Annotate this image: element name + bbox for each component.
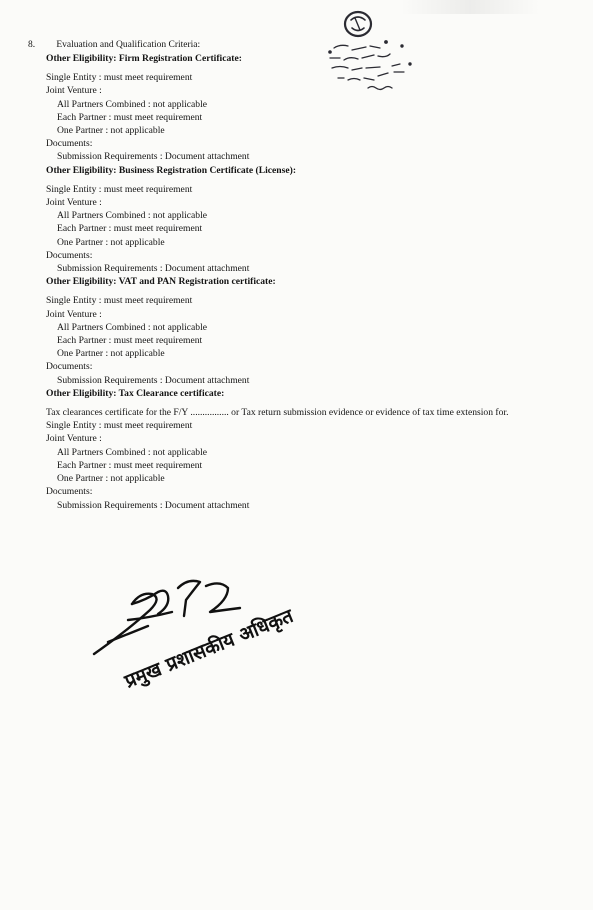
each-partner: Each Partner : must meet requirement bbox=[57, 111, 203, 123]
section-title: Evaluation and Qualification Criteria: bbox=[56, 40, 201, 50]
submission-requirements: Submission Requirements : Document attachment bbox=[57, 499, 250, 511]
block-title: Other Eligibility: VAT and PAN Registration certificate: bbox=[46, 276, 276, 288]
all-partners: All Partners Combined : not applicable bbox=[57, 321, 208, 333]
eligibility-block-firm-registration bbox=[46, 52, 566, 164]
single-entity: Single Entity : must meet requirement bbox=[46, 295, 193, 307]
each-partner: Each Partner : must meet requirement bbox=[57, 335, 203, 347]
all-partners: All Partners Combined : not applicable bbox=[57, 210, 208, 222]
single-entity: Single Entity : must meet requirement bbox=[46, 183, 193, 195]
submission-requirements: Submission Requirements : Document attachment bbox=[57, 263, 250, 275]
each-partner: Each Partner : must meet requirement bbox=[57, 223, 203, 235]
one-partner: One Partner : not applicable bbox=[57, 236, 165, 248]
joint-venture: Joint Venture : bbox=[46, 433, 102, 445]
each-partner: Each Partner : must meet requirement bbox=[57, 459, 203, 471]
documents-label: Documents: bbox=[46, 249, 93, 261]
joint-venture: Joint Venture : bbox=[46, 85, 102, 97]
all-partners: All Partners Combined : not applicable bbox=[57, 98, 208, 110]
office-stamp bbox=[322, 6, 422, 106]
submission-requirements: Submission Requirements : Document attachment bbox=[57, 374, 250, 386]
block-title: Other Eligibility: Business Registration Certificate (License): bbox=[46, 164, 297, 176]
single-entity: Single Entity : must meet requirement bbox=[46, 420, 193, 432]
submission-requirements: Submission Requirements : Document attachment bbox=[57, 151, 250, 163]
joint-venture: Joint Venture : bbox=[46, 308, 102, 320]
documents-label: Documents: bbox=[46, 361, 93, 373]
designation-text: प्रमुख प्रशासकीय अधिकृत bbox=[121, 604, 297, 693]
one-partner: One Partner : not applicable bbox=[57, 125, 165, 137]
section-number: 8. bbox=[28, 40, 36, 50]
single-entity: Single Entity : must meet requirement bbox=[46, 72, 193, 84]
eligibility-block-tax-clearance bbox=[46, 387, 566, 512]
block-title: Other Eligibility: Firm Registration Certificate: bbox=[46, 53, 242, 64]
one-partner: One Partner : not applicable bbox=[57, 473, 165, 485]
block-title: Other Eligibility: Tax Clearance certificate: bbox=[46, 387, 225, 399]
documents-label: Documents: bbox=[46, 486, 93, 498]
section-heading bbox=[28, 40, 200, 50]
tax-clearance-description: Tax clearances certificate for the F/Y ................ or Tax return submission evidence or evidence of tax time extension for. bbox=[46, 407, 509, 419]
documents-label: Documents: bbox=[46, 138, 93, 150]
eligibility-block-vat-pan bbox=[46, 275, 566, 387]
all-partners: All Partners Combined : not applicable bbox=[57, 446, 208, 458]
signature-block bbox=[88, 570, 298, 700]
eligibility-block-business-registration bbox=[46, 164, 566, 276]
one-partner: One Partner : not applicable bbox=[57, 348, 165, 360]
criteria-content bbox=[46, 52, 566, 512]
joint-venture: Joint Venture : bbox=[46, 197, 102, 209]
